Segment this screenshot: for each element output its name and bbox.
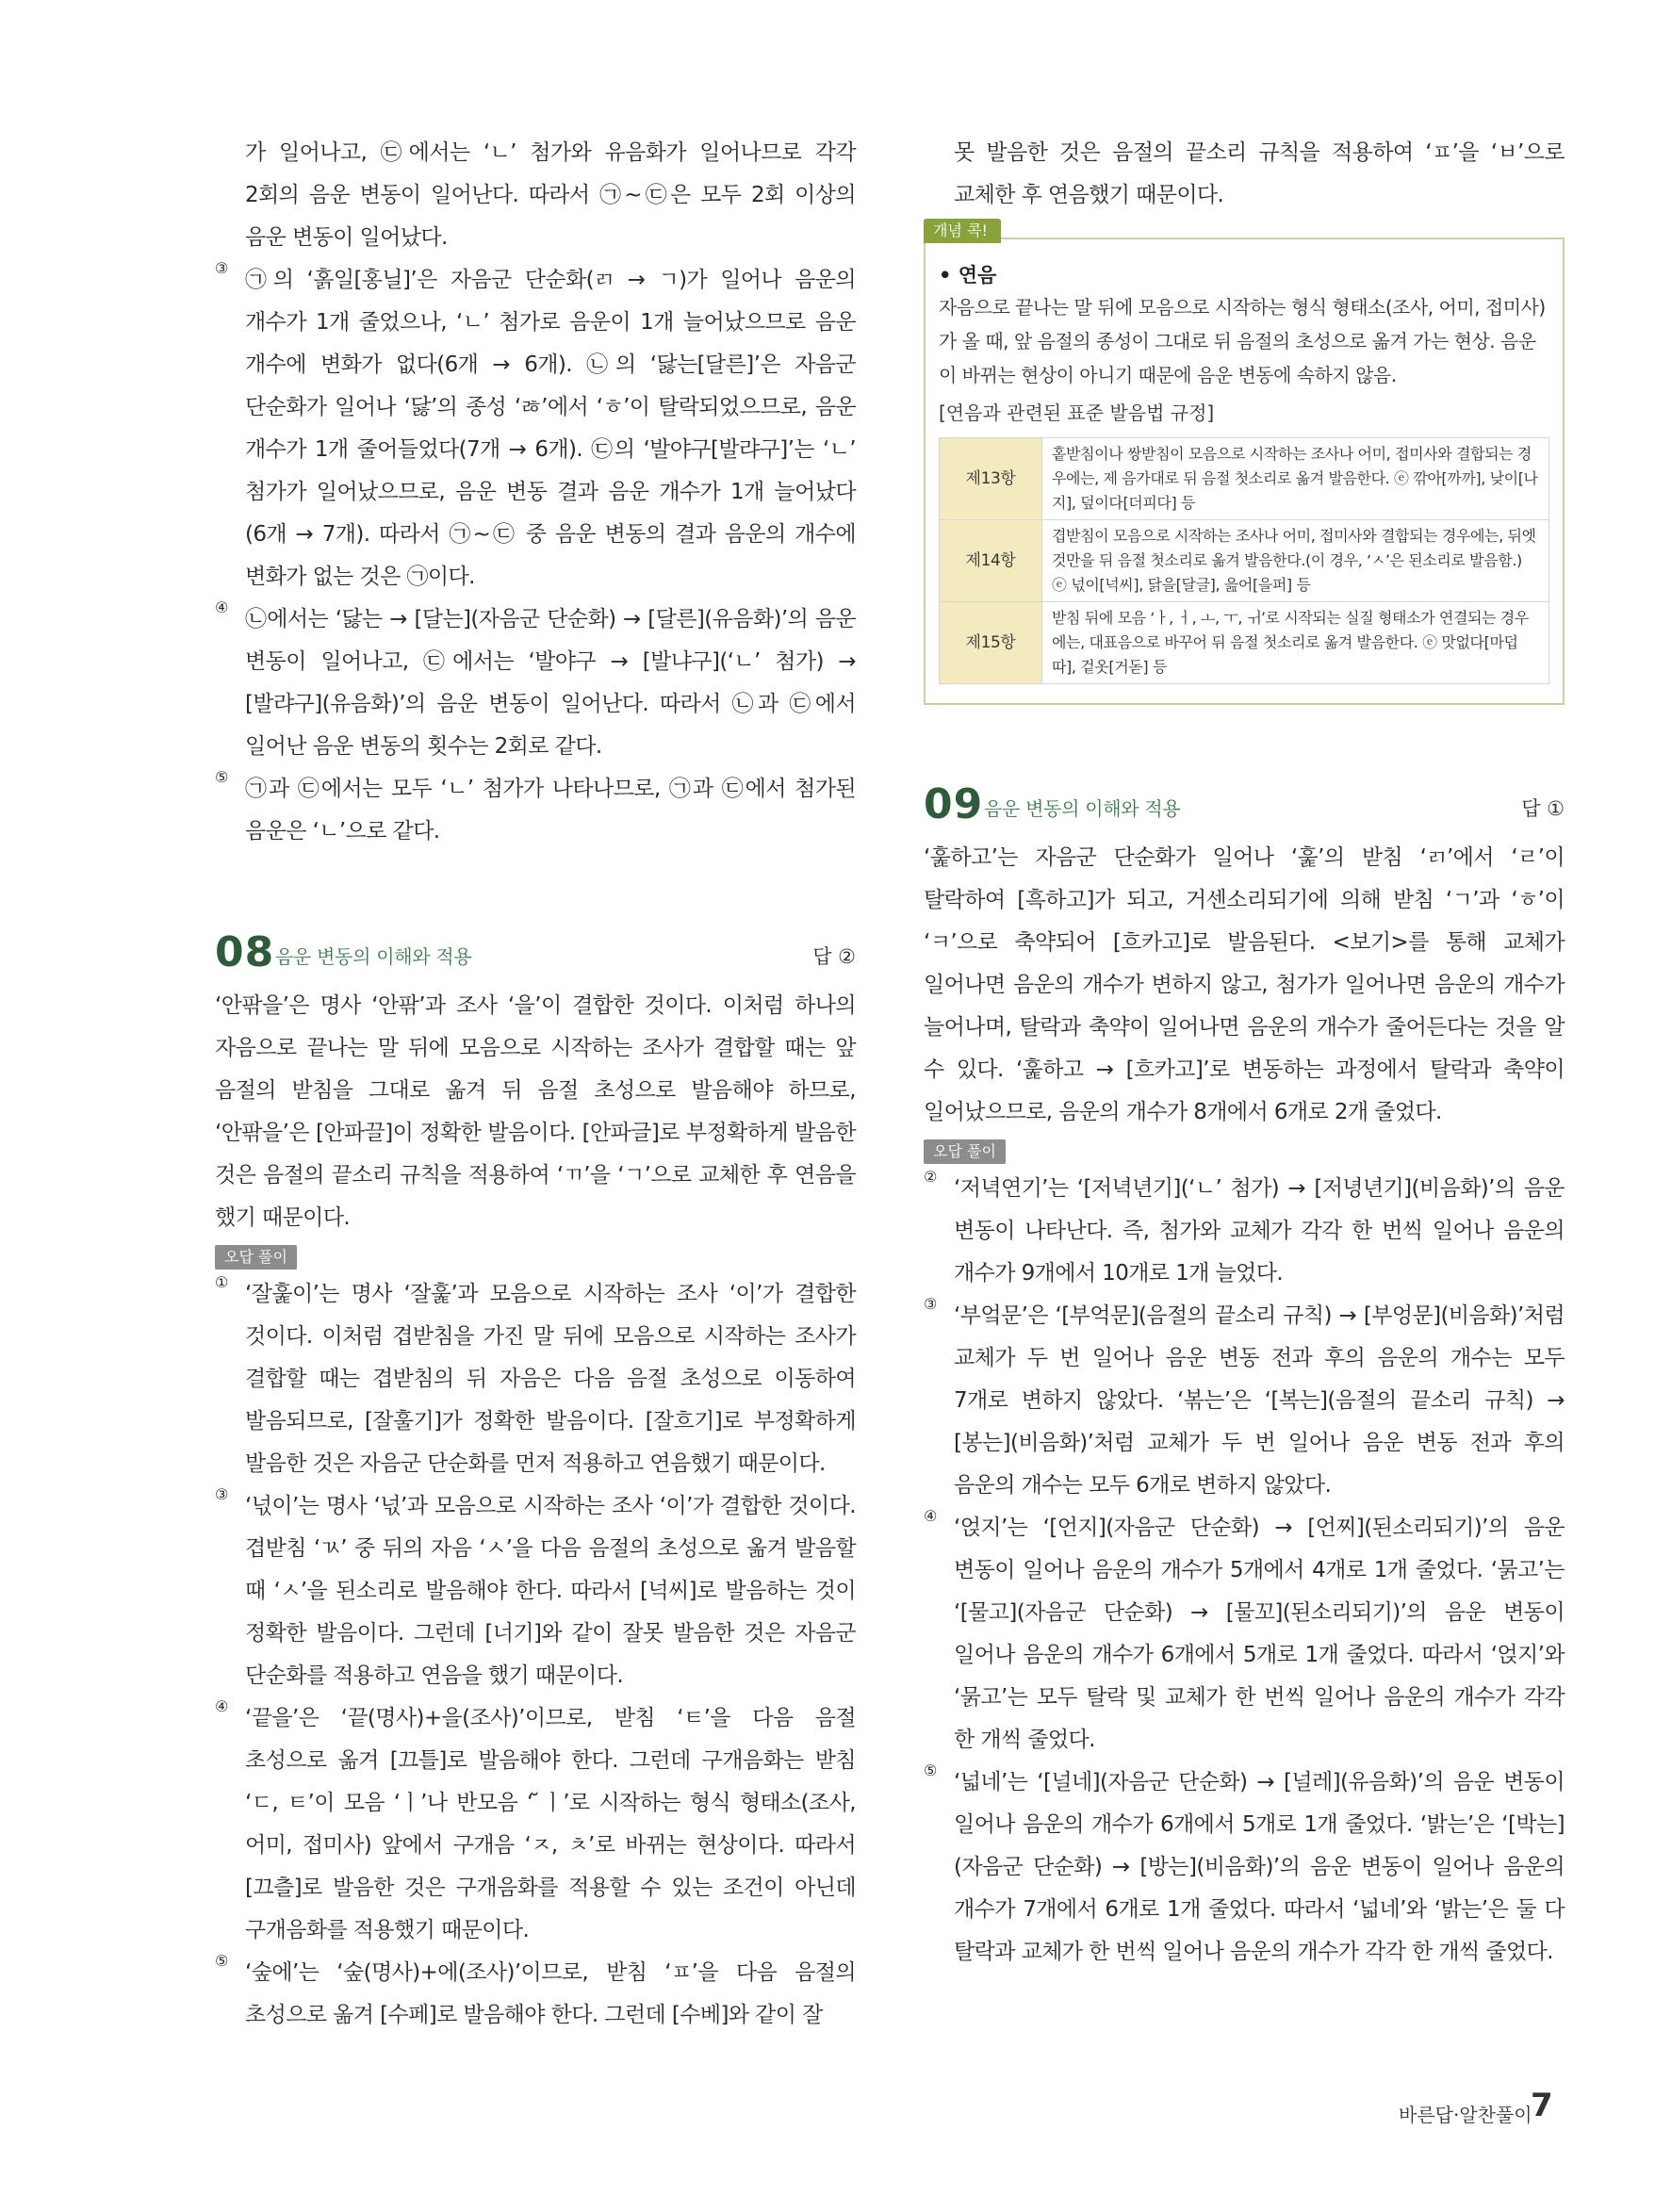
left-item-3	[215, 259, 856, 598]
sec08-item-4	[215, 1697, 856, 1952]
sec09-item-2	[924, 1168, 1565, 1295]
item-text: ‘얹지’는 ‘[언지](자음군 단순화) → [언찌](된소리되기)’의 음운 변동이 일어나 음운의 개수가 5개에서 4개로 1개 줄었다. ‘묽고’는 ‘[물고](자음군 단순화) → [물꼬](된소리되기)’의 음운 변동이 일어나 음운의 개수가 6개에서 5개로 1개 줄었다. 따라서 ‘얹지’와 ‘묽고’는 모두 탈락 및 교체가 한 번씩 일어나 음운의 개수가 각각 한 개씩 줄었다.	[954, 1516, 1565, 1752]
answer-label: 답 ①	[1521, 797, 1565, 820]
item-number: ④	[215, 1697, 229, 1715]
right-column	[924, 132, 1565, 1974]
right-intro: 못 발음한 것은 음절의 끝소리 규칙을 적용하여 ‘ㅍ’을 ‘ㅂ’으로 교체한 후 연음했기 때문이다.	[954, 140, 1565, 207]
item-text: ‘저녁연기’는 ‘[저녁년기](‘ㄴ’ 첨가) → [저녕년기](비음화)’의 음운 변동이 나타난다. 즉, 첨가와 교체가 각각 한 번씩 일어나 음운의 개수가 9개에서 10개로 1개 늘었다.	[954, 1176, 1565, 1286]
item-text: ‘넋이’는 명사 ‘넋’과 모음으로 시작하는 조사 ‘이’가 결합한 것이다. 겹받침 ‘ㄳ’ 중 뒤의 자음 ‘ㅅ’을 다음 음절의 초성으로 옮겨 발음할 때 ‘ㅅ’을 된소리로 발음해야 한다. 따라서 [넉씨]로 발음하는 것이 정확한 발음이다. 그런데 [너기]와 같이 잘못 발음한 것은 자음군 단순화를 적용하고 연음을 했기 때문이다.	[245, 1494, 856, 1688]
rule-name: 제15항	[940, 602, 1042, 684]
item-number: ③	[215, 1485, 229, 1503]
rule-row	[940, 438, 1549, 520]
section-number: 08	[215, 928, 275, 976]
item-number: ④	[215, 598, 229, 616]
concept-text: 자음으로 끝나는 말 뒤에 모음으로 시작하는 형식 형태소(조사, 어미, 접미사)가 올 때, 앞 음절의 종성이 그대로 뒤 음절의 초성으로 옮겨 가는 현상. 음운이 바뀌는 현상이 아니기 때문에 음운 변동에 속하지 않음.	[939, 296, 1546, 386]
section-title: 음운 변동의 이해와 적용	[984, 797, 1181, 820]
sec08-item-3	[215, 1485, 856, 1697]
item-number: ①	[215, 1273, 229, 1291]
left-column	[215, 132, 856, 2037]
item-text: ‘숲에’는 ‘숲(명사)+에(조사)’이므로, 받침 ‘ㅍ’을 다음 음절의 초성으로 옮겨 [수페]로 발음해야 한다. 그런데 [수베]와 같이 잘	[245, 1960, 856, 2027]
sec09-item-3	[924, 1295, 1565, 1507]
rule-text: 겹받침이 모음으로 시작하는 조사나 어미, 접미사와 결합되는 경우에는, 뒤엣것만을 뒤 음절 첫소리로 옮겨 발음한다.(이 경우, ‘ㅅ’은 된소리로 발음함.) ⓔ 넋이[넉씨], 닭을[달글], 읊어[을퍼] 등	[1042, 520, 1549, 602]
concept-box	[924, 221, 1565, 705]
rule-name: 제14항	[940, 520, 1042, 602]
rule-row	[940, 520, 1549, 602]
answer-label: 답 ②	[812, 945, 856, 968]
item-number: ④	[924, 1507, 938, 1525]
item-text: ㉠의 ‘홁일[홍닐]’은 자음군 단순화(ㄺ → ㄱ)가 일어나 음운의 개수가 1개 줄었으나, ‘ㄴ’ 첨가로 음운이 1개 늘어났으므로 음운 개수에 변화가 없다(6개 → 6개). ㉡의 ‘닳는[달른]’은 자음군 단순화가 일어나 ‘닳’의 종성 ‘ㅀ’에서 ‘ㅎ’이 탈락되었으므로, 음운 개수가 1개 줄어들었다(7개 → 6개). ㉢의 ‘발야구[발랴구]’는 ‘ㄴ’ 첨가가 일어났으므로, 음운 변동 결과 음운 개수가 1개 늘어났다(6개 → 7개). 따라서 ㉠~㉢ 중 음운 변동의 결과 음운의 개수에 변화가 없는 것은 ㉠이다.	[245, 268, 856, 589]
item-text: ‘넓네’는 ‘[널네](자음군 단순화) → [널레](유음화)’의 음운 변동이 일어나 음운의 개수가 6개에서 5개로 1개 줄었다. ‘밝는’은 ‘[박는](자음군 단순화) → [방는](비음화)’의 음운 변동이 일어나 음운의 개수가 7개에서 6개로 1개 줄었다. 따라서 ‘넓네’와 ‘밝는’은 둘 다 탈락과 교체가 한 번씩 일어나 음운의 개수가 각각 한 개씩 줄었다.	[954, 1770, 1565, 1964]
item-text: ㉡에서는 ‘닳는 → [달는](자음군 단순화) → [달른](유음화)’의 음운 변동이 일어나고, ㉢에서는 ‘발야구 → [발냐구](‘ㄴ’ 첨가) → [발랴구](유음화)’의 음운 변동이 일어난다. 따라서 ㉡과 ㉢에서 일어난 음운 변동의 횟수는 2회로 같다.	[245, 607, 856, 759]
section-number: 09	[924, 780, 984, 828]
sec08-item-1	[215, 1273, 856, 1485]
sec09-item-5	[924, 1761, 1565, 1974]
item-number: ②	[924, 1168, 938, 1186]
section-09-header	[924, 778, 1565, 831]
section-title: 음운 변동의 이해와 적용	[275, 945, 472, 968]
item-number: ③	[924, 1295, 938, 1313]
left-item-4	[215, 598, 856, 768]
left-intro: 가 일어나고, ㉢에서는 ‘ㄴ’ 첨가와 유음화가 일어나므로 각각 2회의 음운 변동이 일어난다. 따라서 ㉠~㉢은 모두 2회 이상의 음운 변동이 일어났다.	[245, 140, 856, 250]
left-item-5	[215, 768, 856, 853]
section-08-body: ‘안팎을’은 명사 ‘안팎’과 조사 ‘을’이 결합한 것이다. 이처럼 하나의 자음으로 끝나는 말 뒤에 모음으로 시작하는 조사가 결합할 때는 앞 음절의 받침을 그대로 옮겨 뒤 음절 초성으로 발음해야 하므로, ‘안팎을’은 [안파끌]이 정확한 발음이다. [안파글]로 부정확하게 발음한 것은 음절의 끝소리 규칙을 적용하여 ‘ㄲ’을 ‘ㄱ’으로 교체한 후 연음을 했기 때문이다.	[215, 993, 856, 1230]
rules-table	[939, 437, 1549, 684]
section-09-body: ‘훑하고’는 자음군 단순화가 일어나 ‘훑’의 받침 ‘ㄺ’에서 ‘ㄹ’이 탈락하여 [흑하고]가 되고, 거센소리되기에 의해 받침 ‘ㄱ’과 ‘ㅎ’이 ‘ㅋ’으로 축약되어 [흐카고]로 발음된다. <보기>를 통해 교체가 일어나면 음운의 개수가 변하지 않고, 첨가가 일어나면 음운의 개수가 늘어나며, 탈락과 축약이 일어나면 음운의 개수가 줄어든다는 것을 알 수 있다. ‘훑하고 → [흐카고]’로 변동하는 과정에서 탈락과 축약이 일어났으므로, 음운의 개수가 8개에서 6개로 2개 줄었다.	[924, 845, 1565, 1124]
item-text: ‘끝을’은 ‘끝(명사)+을(조사)’이므로, 받침 ‘ㅌ’을 다음 음절 초성으로 옮겨 [끄틀]로 발음해야 한다. 그런데 구개음화는 받침 ‘ㄷ, ㅌ’이 모음 ‘ㅣ’나 반모음 ‘ ̆ㅣ’로 시작하는 형식 형태소(조사, 어미, 접미사) 앞에서 구개음 ‘ㅈ, ㅊ’로 바뀌는 현상이다. 따라서 [끄츨]로 발음한 것은 구개음화를 적용할 수 있는 조건이 아닌데 구개음화를 적용했기 때문이다.	[245, 1706, 856, 1942]
item-text: ‘부엌문’은 ‘[부억문](음절의 끝소리 규칙) → [부엉문](비음화)’처럼 교체가 두 번 일어나 음운 변동 전과 후의 음운의 개수는 모두 7개로 변하지 않았다. ‘볶는’은 ‘[복는](음절의 끝소리 규칙) → [봉는](비음화)’처럼 교체가 두 번 일어나 음운 변동 전과 후의 음운의 개수는 모두 6개로 변하지 않았다.	[954, 1303, 1565, 1498]
sec08-item-5	[215, 1952, 856, 2037]
concept-title: • 연음	[939, 264, 997, 287]
item-text: ‘잘훑이’는 명사 ‘잘훑’과 모음으로 시작하는 조사 ‘이’가 결합한 것이다. 이처럼 겹받침을 가진 말 뒤에 모음으로 시작하는 조사가 결합할 때는 겹받침의 뒤 자음은 다음 음절 초성으로 이동하여 발음되므로, [잘훌기]가 정확한 발음이다. [잘흐기]로 부정확하게 발음한 것은 자음군 단순화를 먼저 적용하고 연음했기 때문이다.	[245, 1282, 856, 1476]
footer-label: 바른답·알찬풀이	[1399, 2104, 1532, 2126]
rule-row	[940, 602, 1549, 684]
wrong-answer-badge: 오답 풀이	[215, 1245, 297, 1270]
concept-subtitle: [연음과 관련된 표준 발음법 규정]	[939, 401, 1215, 424]
section-08-header	[215, 926, 856, 979]
wrong-answer-badge: 오답 풀이	[924, 1139, 1006, 1164]
rule-name: 제13항	[940, 438, 1042, 520]
rule-text: 홑받침이나 쌍받침이 모음으로 시작하는 조사나 어미, 접미사와 결합되는 경우에는, 제 음가대로 뒤 음절 첫소리로 옮겨 발음한다. ⓔ 깎아[까까], 낮이[나지], 덮이다[더피다] 등	[1042, 438, 1549, 520]
concept-tab: 개념 콕!	[924, 219, 1001, 243]
item-text: ㉠과 ㉢에서는 모두 ‘ㄴ’ 첨가가 나타나므로, ㉠과 ㉢에서 첨가된 음운은 ‘ㄴ’으로 같다.	[245, 777, 856, 844]
item-number: ③	[215, 259, 229, 277]
item-number: ⑤	[215, 768, 229, 786]
item-number: ⑤	[215, 1952, 229, 1970]
page-number: 7	[1531, 2087, 1553, 2124]
sec09-item-4	[924, 1507, 1565, 1761]
item-number: ⑤	[924, 1761, 938, 1779]
rule-text: 받침 뒤에 모음 ‘ㅏ, ㅓ, ㅗ, ㅜ, ㅟ’로 시작되는 실질 형태소가 연결되는 경우에는, 대표음으로 바꾸어 뒤 음절 첫소리로 옮겨 발음한다. ⓔ 맛없다[마덥따], 겉옷[거돋] 등	[1042, 602, 1549, 684]
